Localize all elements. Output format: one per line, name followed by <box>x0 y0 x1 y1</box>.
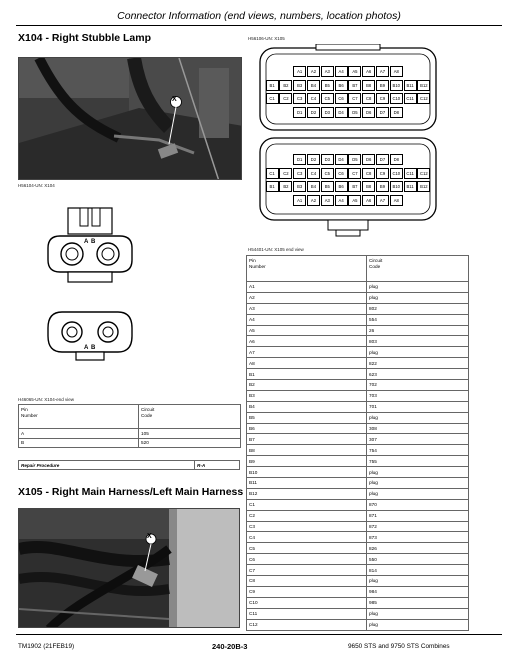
connector-pin: B3 <box>293 181 306 192</box>
connector-pin: A1 <box>293 195 306 206</box>
circuit-code-cell: 105 <box>139 429 241 439</box>
x105-connector-diagram <box>256 44 440 244</box>
table-row <box>247 314 469 325</box>
x104-title: X104 - Right Stubble Lamp <box>18 32 152 44</box>
connector-pin: B9 <box>376 80 389 91</box>
x104-photo-illustration <box>19 58 242 180</box>
circuit-code-cell: 308 <box>367 423 469 434</box>
table-row <box>247 303 469 314</box>
connector-pin: A1 <box>293 66 306 77</box>
connector-pin: B10 <box>390 181 403 192</box>
circuit-code-cell: 873 <box>367 532 469 543</box>
circuit-code-cell: 871 <box>367 510 469 521</box>
pin-number-cell: B1 <box>247 369 367 380</box>
pin-number-cell: C5 <box>247 543 367 554</box>
connector-pin: D5 <box>348 154 361 165</box>
pin-number-cell: B4 <box>247 401 367 412</box>
table-row <box>247 358 469 369</box>
circuit-code-cell: 307 <box>367 434 469 445</box>
connector-pin: D6 <box>362 107 375 118</box>
connector-pin: C2 <box>279 93 292 104</box>
connector-pin: D6 <box>362 154 375 165</box>
circuit-code-cell: 755 <box>367 456 469 467</box>
table-row <box>247 532 469 543</box>
pin-number-cell: A <box>19 429 139 439</box>
connector-pin: C3 <box>293 93 306 104</box>
circuit-code-cell: 550 <box>367 554 469 565</box>
connector-pin: C10 <box>390 168 403 179</box>
circuit-code-cell: 26 <box>367 325 469 336</box>
circuit-code-cell: 623 <box>367 369 469 380</box>
pin-number-cell: B8 <box>247 445 367 456</box>
x105-pin-table <box>246 255 469 631</box>
x104-end-view <box>40 200 140 370</box>
connector-pin: C5 <box>321 168 334 179</box>
connector-pin: C8 <box>362 93 375 104</box>
connector-pin: D8 <box>390 107 403 118</box>
connector-pin: D8 <box>390 154 403 165</box>
table-row <box>19 438 241 448</box>
connector-pin: B5 <box>321 80 334 91</box>
pin-number-cell: A2 <box>247 292 367 303</box>
page-header-title: Connector Information (end views, numbers, location photos) <box>117 10 401 22</box>
table-row <box>247 510 469 521</box>
connector-pin: B3 <box>293 80 306 91</box>
pin-number-cell: A3 <box>247 303 367 314</box>
connector-pin: C11 <box>404 93 417 104</box>
x104-photo-caption: H56104-UN: X104 <box>18 183 55 188</box>
connector-pin: D1 <box>293 154 306 165</box>
table-row <box>247 467 469 478</box>
connector-pin: C5 <box>321 93 334 104</box>
table-row <box>247 434 469 445</box>
footer-page-number: 240-20B-3 <box>212 642 248 651</box>
x104-callout-label: X <box>172 96 177 103</box>
pin-number-cell: B3 <box>247 390 367 401</box>
x105-circuit-header: Circuit Code <box>367 256 469 282</box>
connector-pin: A4 <box>335 195 348 206</box>
connector-pin: B8 <box>362 181 375 192</box>
x105-callout-label: X <box>147 533 152 540</box>
pin-number-cell: B5 <box>247 412 367 423</box>
connector-pin: A4 <box>335 66 348 77</box>
x104-circuit-header: Circuit Code <box>139 405 241 429</box>
x105-title: X105 - Right Main Harness/Left Main Harness <box>18 486 244 498</box>
x104-pin-b-label: B <box>91 239 96 245</box>
connector-pin: B11 <box>404 80 417 91</box>
circuit-code-cell: plug <box>367 608 469 619</box>
connector-pin: C8 <box>362 168 375 179</box>
connector-pin: D4 <box>335 154 348 165</box>
circuit-code-cell: 984 <box>367 586 469 597</box>
connector-pin: D2 <box>307 107 320 118</box>
table-row <box>19 429 241 439</box>
table-row <box>247 543 469 554</box>
x105-pin-header: Pin Number <box>247 256 367 282</box>
connector-pin: D3 <box>321 107 334 118</box>
x104-pin-b-label-lower: B <box>91 345 96 351</box>
pin-number-cell: A1 <box>247 282 367 293</box>
table-row <box>247 521 469 532</box>
x104-pin-table <box>18 404 241 448</box>
pin-number-cell: B6 <box>247 423 367 434</box>
connector-pin: B2 <box>279 80 292 91</box>
connector-pin: C11 <box>404 168 417 179</box>
connector-pin: A8 <box>390 195 403 206</box>
table-row <box>247 478 469 489</box>
circuit-code-cell: 870 <box>367 499 469 510</box>
connector-pin: B1 <box>266 80 279 91</box>
connector-pin: B7 <box>348 181 361 192</box>
connector-pin: C2 <box>279 168 292 179</box>
connector-pin: D7 <box>376 107 389 118</box>
connector-pin: A3 <box>321 195 334 206</box>
pin-number-cell: B <box>19 438 139 448</box>
pin-number-cell: B2 <box>247 380 367 391</box>
footer-doc-id: TM1902 (21FEB19) <box>18 643 75 650</box>
circuit-code-cell: plug <box>367 576 469 587</box>
x104-pin-a-label-lower: A <box>84 345 89 351</box>
connector-pin: B4 <box>307 181 320 192</box>
table-row <box>247 456 469 467</box>
table-row <box>247 608 469 619</box>
table-row <box>247 554 469 565</box>
circuit-code-cell: 872 <box>367 521 469 532</box>
circuit-code-cell: 803 <box>367 336 469 347</box>
pin-number-cell: A7 <box>247 347 367 358</box>
table-row <box>247 488 469 499</box>
footer-model: 9650 STS and 9750 STS Combines <box>348 643 450 650</box>
connector-pin: A5 <box>348 195 361 206</box>
table-row <box>247 282 469 293</box>
x104-location-photo <box>18 57 242 180</box>
circuit-code-cell: 985 <box>367 597 469 608</box>
connector-pin: C6 <box>335 168 348 179</box>
circuit-code-cell: 520 <box>139 438 241 448</box>
pin-number-cell: C6 <box>247 554 367 565</box>
table-row <box>247 325 469 336</box>
connector-pin: B9 <box>376 181 389 192</box>
table-row <box>247 292 469 303</box>
connector-pin: B6 <box>335 80 348 91</box>
connector-pin: D4 <box>335 107 348 118</box>
pin-number-cell: C7 <box>247 565 367 576</box>
connector-pin: C7 <box>348 93 361 104</box>
table-row <box>247 380 469 391</box>
x105-endview-caption: H54401-UN: X105 end view <box>248 247 304 252</box>
circuit-code-cell: 554 <box>367 314 469 325</box>
pin-number-cell: C12 <box>247 619 367 630</box>
pin-number-cell: C2 <box>247 510 367 521</box>
connector-pin: B1 <box>266 181 279 192</box>
table-row <box>247 412 469 423</box>
circuit-code-cell: plug <box>367 478 469 489</box>
table-row <box>247 499 469 510</box>
connector-pin: B8 <box>362 80 375 91</box>
connector-pin: B2 <box>279 181 292 192</box>
pin-number-cell: B10 <box>247 467 367 478</box>
connector-pin: C4 <box>307 168 320 179</box>
table-row <box>247 445 469 456</box>
connector-pin: D3 <box>321 154 334 165</box>
table-row <box>247 597 469 608</box>
pin-number-cell: B9 <box>247 456 367 467</box>
circuit-code-cell: plug <box>367 292 469 303</box>
pin-number-cell: C10 <box>247 597 367 608</box>
connector-pin: B12 <box>417 181 430 192</box>
connector-pin: B11 <box>404 181 417 192</box>
pin-number-cell: A4 <box>247 314 367 325</box>
circuit-code-cell: 802 <box>367 303 469 314</box>
pin-number-cell: A8 <box>247 358 367 369</box>
pin-number-cell: B11 <box>247 478 367 489</box>
pin-number-cell: B12 <box>247 488 367 499</box>
x104-pin-header: Pin Number <box>19 405 139 429</box>
pin-number-cell: C11 <box>247 608 367 619</box>
x104-endview-caption: H46065-UN: X104-end view <box>18 397 75 402</box>
pin-number-cell: B7 <box>247 434 367 445</box>
connector-pin: A6 <box>362 195 375 206</box>
connector-pin: C4 <box>307 93 320 104</box>
circuit-code-cell: plug <box>367 412 469 423</box>
circuit-code-cell: 703 <box>367 390 469 401</box>
connector-pin: A2 <box>307 66 320 77</box>
connector-pin: A2 <box>307 195 320 206</box>
circuit-code-cell: plug <box>367 282 469 293</box>
circuit-code-cell: 826 <box>367 543 469 554</box>
connector-pin: B4 <box>307 80 320 91</box>
circuit-code-cell: 701 <box>367 401 469 412</box>
connector-pin: A7 <box>376 66 389 77</box>
pin-number-cell: C1 <box>247 499 367 510</box>
connector-pin: D5 <box>348 107 361 118</box>
connector-pin: C9 <box>376 168 389 179</box>
table-row <box>247 565 469 576</box>
connector-pin: A5 <box>348 66 361 77</box>
pin-number-cell: C3 <box>247 521 367 532</box>
connector-pin: B6 <box>335 181 348 192</box>
connector-pin: C7 <box>348 168 361 179</box>
table-row <box>247 390 469 401</box>
circuit-code-cell: 814 <box>367 565 469 576</box>
connector-pin: A8 <box>390 66 403 77</box>
table-row <box>247 401 469 412</box>
table-row <box>247 347 469 358</box>
circuit-code-cell: plug <box>367 488 469 499</box>
pin-number-cell: C4 <box>247 532 367 543</box>
page-footer <box>16 634 502 651</box>
connector-pin: B5 <box>321 181 334 192</box>
connector-pin: D2 <box>307 154 320 165</box>
table-row <box>247 423 469 434</box>
connector-pin: C9 <box>376 93 389 104</box>
pin-number-cell: C8 <box>247 576 367 587</box>
repair-procedure-link[interactable]: R-A <box>195 461 240 470</box>
connector-pin: A3 <box>321 66 334 77</box>
connector-pin: B10 <box>390 80 403 91</box>
circuit-code-cell: 702 <box>367 380 469 391</box>
pin-number-cell: A5 <box>247 325 367 336</box>
pin-number-cell: A6 <box>247 336 367 347</box>
page-header <box>16 8 502 26</box>
circuit-code-cell: plug <box>367 467 469 478</box>
connector-pin: C3 <box>293 168 306 179</box>
connector-pin: C12 <box>417 168 430 179</box>
circuit-code-cell: 754 <box>367 445 469 456</box>
connector-pin: D1 <box>293 107 306 118</box>
table-row <box>247 586 469 597</box>
pin-number-cell: C9 <box>247 586 367 597</box>
circuit-code-cell: plug <box>367 347 469 358</box>
x105-diagram-caption: H56106-UN: X105 <box>248 36 285 41</box>
x105-photo-illustration <box>19 509 240 628</box>
x104-pin-a-label: A <box>84 239 89 245</box>
connector-pin: C10 <box>390 93 403 104</box>
connector-pin: B12 <box>417 80 430 91</box>
connector-pin: C12 <box>417 93 430 104</box>
table-row <box>247 576 469 587</box>
table-row <box>247 619 469 630</box>
connector-pin: C1 <box>266 93 279 104</box>
connector-pin: C6 <box>335 93 348 104</box>
connector-pin: B7 <box>348 80 361 91</box>
table-row <box>247 369 469 380</box>
circuit-code-cell: plug <box>367 619 469 630</box>
connector-pin: C1 <box>266 168 279 179</box>
x104-connector-drawing <box>40 200 140 370</box>
repair-procedure-label: Repair Procedure <box>19 461 195 470</box>
connector-pin: A6 <box>362 66 375 77</box>
x105-location-photo <box>18 508 240 628</box>
connector-pin: A7 <box>376 195 389 206</box>
circuit-code-cell: 822 <box>367 358 469 369</box>
table-row <box>247 336 469 347</box>
x104-repair-table <box>18 460 240 470</box>
connector-pin: D7 <box>376 154 389 165</box>
